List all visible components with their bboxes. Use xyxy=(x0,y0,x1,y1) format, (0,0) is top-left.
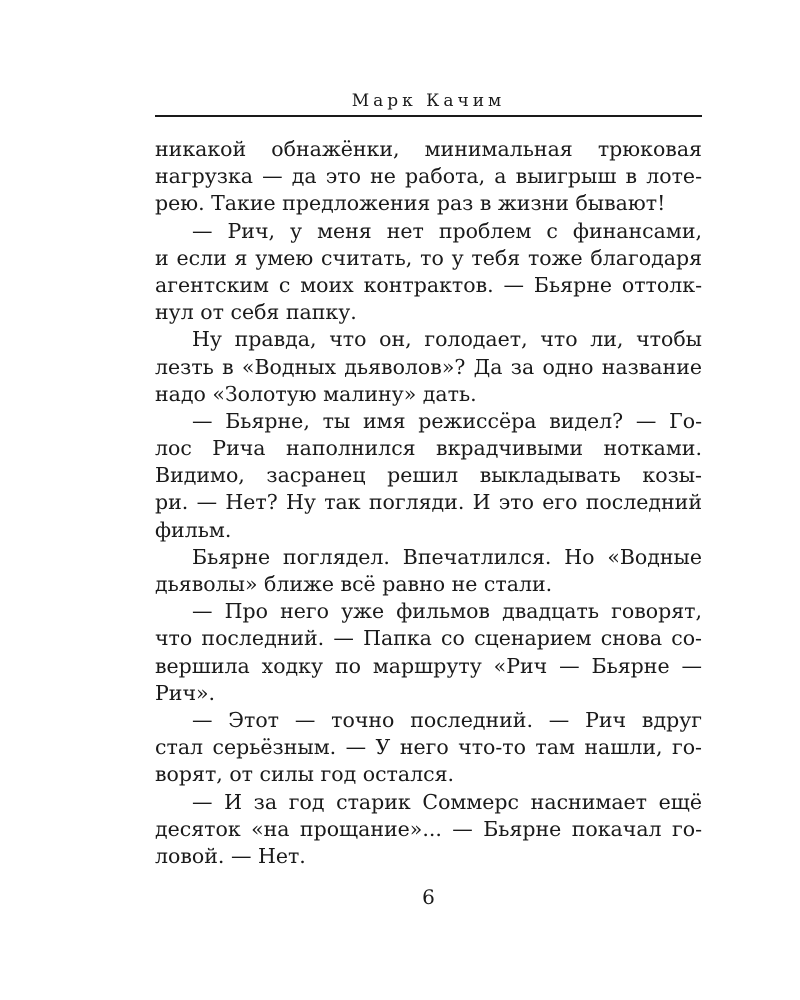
text-line: десяток «на прощание»... — Бьярне покачал го- xyxy=(155,816,702,841)
text-line: нул от себя папку. xyxy=(155,300,357,325)
text-line: ри. — Нет? Ну так погляди. И это его последний xyxy=(155,490,702,515)
text-line: Рич». xyxy=(155,680,216,705)
text-line: что последний. — Папка со сценарием снова со- xyxy=(155,626,702,651)
text-line: — И за год старик Соммерс наснимает ещё xyxy=(192,789,702,814)
text-line: дьяволы» ближе всё равно не стали. xyxy=(155,572,553,596)
text-line: рею. Такие предложения раз в жизни бывают! xyxy=(155,191,666,216)
text-line: и если я умею считать, то у тебя тоже благодаря xyxy=(155,245,702,270)
text-line: Видимо, засранец решил выкладывать козы- xyxy=(155,463,702,488)
text-line: — Рич, у меня нет проблем с финансами, xyxy=(192,218,702,243)
text-line: — Этот — точно последний. — Рич вдруг xyxy=(192,707,702,732)
text-line: надо «Золотую малину» дать. xyxy=(155,381,477,406)
text-line: — Бьярне, ты имя режиссёра видел? — Го- xyxy=(192,408,702,433)
text-line: агентским с моих контрактов. — Бьярне оттолк- xyxy=(155,272,702,297)
text-line: вершила ходку по маршруту «Рич — Бьярне — xyxy=(155,653,702,678)
text-line: ворят, от силы год остался. xyxy=(155,762,455,787)
text-line: лос Рича наполнился вкрадчивыми нотками. xyxy=(155,436,702,461)
text-line: нагрузка — да это не работа, а выигрыш в лоте- xyxy=(155,164,702,189)
text-line: лезть в «Водных дьяволов»? Да за одно название xyxy=(155,354,702,379)
text-line: Ну правда, что он, голодает, что ли, чтобы xyxy=(192,327,702,352)
body-text xyxy=(155,136,702,870)
text-line: стал серьёзным. — У него что-то там нашли, го- xyxy=(155,735,702,760)
text-line: фильм. xyxy=(155,517,232,542)
text-line: Бьярне поглядел. Впечатлился. Но «Водные xyxy=(192,544,702,569)
running-head-author: Марк Качим xyxy=(351,91,506,111)
header-rule xyxy=(155,115,702,117)
text-line: — Про него уже фильмов двадцать говорят, xyxy=(192,599,702,624)
page-number: 6 xyxy=(422,885,435,909)
text-line: ловой. — Нет. xyxy=(155,843,306,868)
text-line: никакой обнажёнки, минимальная трюковая xyxy=(155,137,702,161)
